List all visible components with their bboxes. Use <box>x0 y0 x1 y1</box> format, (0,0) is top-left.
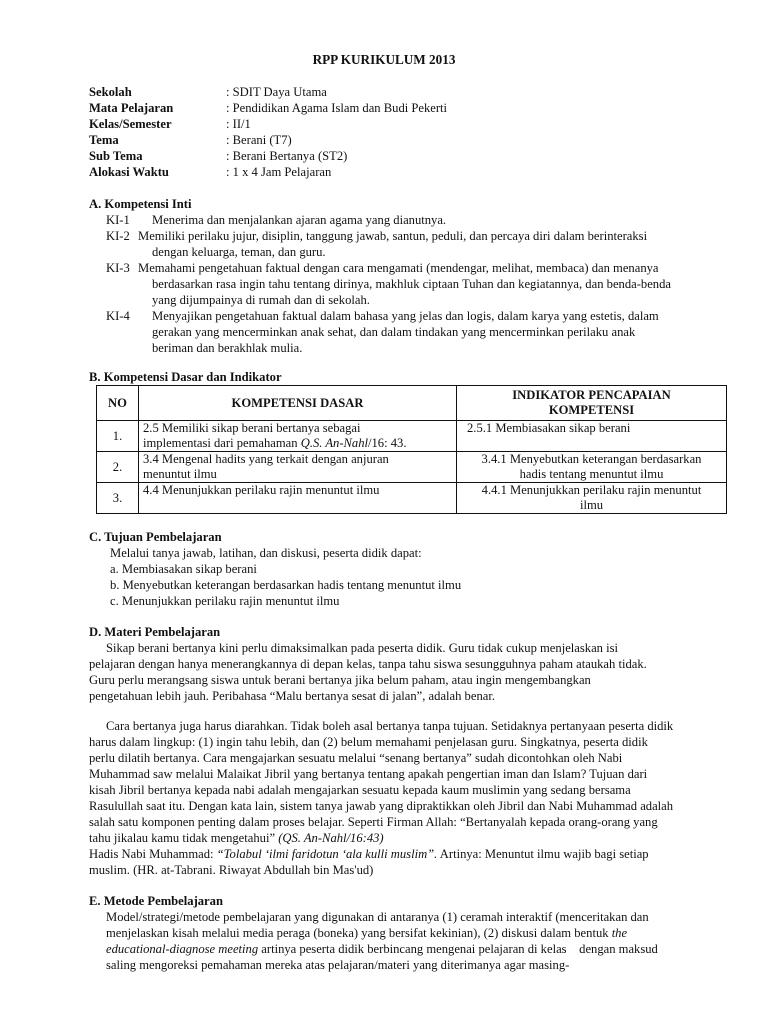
indikator-line: 4.4.1 Menunjukkan perilaku rajin menuntut <box>481 483 702 497</box>
meta-value-mata-pelajaran: : Pendidikan Agama Islam dan Budi Pekerti <box>226 101 448 115</box>
quran-reference: (QS. An-Nahl/16:43) <box>278 831 384 845</box>
ki3-line1: Memahami pengetahuan faktual dengan cara mengamati (mendengar, melihat, membaca) dan menanya <box>138 261 659 275</box>
meta-label-alokasi-waktu: Alokasi Waktu <box>89 165 169 179</box>
header-no: NO <box>97 386 139 421</box>
section-e-heading: E. Metode Pembelajaran <box>89 894 223 908</box>
ki4-line3: beriman dan berakhlak mulia. <box>152 341 303 355</box>
materi-p1-line: Sikap berani bertanya kini perlu dimaksimalkan pada peserta didik. Guru tidak cukup menjelaskan isi <box>106 641 619 655</box>
indikator-cell <box>457 483 727 514</box>
meta-label-tema: Tema <box>89 133 119 147</box>
materi-p2-line: kisah Jibril bertanya kepada nabi adalah mengajarkan sesuatu kepada kaum muslimin yang sedang bersama <box>89 783 631 797</box>
kd-text: implementasi dari pemahaman <box>143 436 301 450</box>
table-row <box>97 421 727 452</box>
indikator-cell <box>457 452 727 483</box>
hadis-line: muslim. (HR. at-Tabrani. Riwayat Abdullah bin Mas'ud) <box>89 863 374 877</box>
ki2-line1: Memiliki perilaku jujur, disiplin, tanggung jawab, santun, peduli, dan percaya diri dalam berinteraksi <box>138 229 648 243</box>
kd-cell <box>139 421 457 452</box>
kd-cell <box>139 452 457 483</box>
materi-p1-line: Guru perlu merangsang siswa untuk berani bertanya jika belum paham, atau ingin mengembangkan <box>89 673 591 687</box>
objective-item: a. Membiasakan sikap berani <box>110 562 257 576</box>
materi-p2-line: perlu dilatih bertanya. Cara mengajarkan sesuatu melalui “senang bertanya” sudah dicontohkan oleh Nabi <box>89 751 623 765</box>
materi-p1-line: pelajaran dengan hanya menerangkannya di depan kelas, tanpa tahu siswa sesungguhnya paham ataukah tidak. <box>89 657 647 671</box>
row-number: 2. <box>97 452 139 483</box>
indikator-cell <box>457 421 727 452</box>
ki3-code: KI-3 <box>106 261 130 275</box>
meta-value-kelas-semester: : II/1 <box>226 117 251 131</box>
materi-p1-line: pengetahuan lebih jauh. Peribahasa “Malu bertanya sesat di jalan”, adalah benar. <box>89 689 495 703</box>
metode-line: Model/strategi/metode pembelajaran yang digunakan di antaranya (1) ceramah interaktif (menceritakan dan <box>106 910 649 924</box>
objective-item: b. Menyebutkan keterangan berdasarkan hadis tentang menuntut ilmu <box>110 578 462 592</box>
kd-line: 2.5 Memiliki sikap berani bertanya sebagai <box>143 421 361 435</box>
materi-p2-line: harus dalam lingkup: (1) ingin tahu lebih, dan (2) belum memahami penjelasan guru. Singkatnya, peserta didik <box>89 735 648 749</box>
kd-line: 4.4 Menunjukkan perilaku rajin menuntut ilmu <box>143 483 380 497</box>
kd-line <box>143 436 452 451</box>
ki4-line1: Menyajikan pengetahuan faktual dalam bahasa yang jelas dan logis, dalam karya yang estetis, dalam <box>152 309 659 323</box>
section-a-heading: A. Kompetensi Inti <box>89 197 192 211</box>
row-number: 3. <box>97 483 139 514</box>
table-row <box>97 483 727 514</box>
header-indikator <box>457 386 727 421</box>
kd-text: /16: 43. <box>368 436 407 450</box>
kd-line: 3.4 Mengenal hadits yang terkait dengan anjuran <box>143 452 389 466</box>
metode-line <box>106 925 627 941</box>
header-indikator-line2: KOMPETENSI <box>548 403 635 417</box>
section-b-heading: B. Kompetensi Dasar dan Indikator <box>89 370 282 384</box>
row-number: 1. <box>97 421 139 452</box>
metode-term: educational-diagnose meeting <box>106 942 259 956</box>
header-indikator-line1: INDIKATOR PENCAPAIAN <box>512 388 671 402</box>
hadis-quote: “Tolabul ‘ilmi faridotun ‘ala kulli muslim”. <box>216 847 438 861</box>
meta-value-sub-tema: : Berani Bertanya (ST2) <box>226 149 348 163</box>
metode-text: artinya peserta didik berbincang mengenai pelajaran di kelas dengan maksud <box>258 942 658 956</box>
ki2-code: KI-2 <box>106 229 130 243</box>
ki2-line2: dengan keluarga, teman, dan guru. <box>152 245 326 259</box>
ki1-text: Menerima dan menjalankan ajaran agama yang dianutnya. <box>152 213 447 227</box>
hadis-meaning: Artinya: Menuntut ilmu wajib bagi setiap <box>437 847 649 861</box>
section-c-heading: C. Tujuan Pembelajaran <box>89 530 222 544</box>
materi-p2-line: Cara bertanya juga harus diarahkan. Tidak boleh asal bertanya tanpa tujuan. Setidaknya pertanyaan peserta didik <box>106 719 674 733</box>
materi-p2-line: salah satu komponen penting dalam proses belajar. Seperti Firman Allah: “Bertanyalah kepada orang-orang yang <box>89 815 658 829</box>
meta-label-sekolah: Sekolah <box>89 85 132 99</box>
materi-p2-line: Rasulullah saat itu. Dengan kata lain, sistem tanya jawab yang dipraktikkan oleh Jibril dan Nabi Muhammad adalah <box>89 799 674 813</box>
objective-item: c. Menunjukkan perilaku rajin menuntut ilmu <box>110 594 340 608</box>
meta-value-tema: : Berani (T7) <box>226 133 292 147</box>
meta-label-sub-tema: Sub Tema <box>89 149 143 163</box>
ki1-code: KI-1 <box>106 213 130 227</box>
indikator-line: hadis tentang menuntut ilmu <box>519 467 664 481</box>
section-d-heading: D. Materi Pembelajaran <box>89 625 221 639</box>
document-title: RPP KURIKULUM 2013 <box>312 52 456 67</box>
kd-reference: Q.S. An-Nahl <box>300 436 369 450</box>
meta-label-mata-pelajaran: Mata Pelajaran <box>89 101 174 115</box>
ki4-code: KI-4 <box>106 309 130 323</box>
table-header-row <box>97 386 727 421</box>
ki3-line3: yang dijumpainya di rumah dan di sekolah. <box>152 293 370 307</box>
indikator-line: 3.4.1 Menyebutkan keterangan berdasarkan <box>481 452 702 466</box>
metode-line <box>106 941 658 957</box>
metode-text: menjelaskan kisah melalui media peraga (boneka) yang bersifat kekinian), (2) diskusi dalam bentuk <box>106 926 612 940</box>
objective-intro: Melalui tanya jawab, latihan, dan diskusi, peserta didik dapat: <box>110 546 422 560</box>
materi-p2-line: Muhammad saw melalui Malaikat Jibril yang bertanya tentang apakah pengertian iman dan Islam? Tujuan dari <box>89 767 648 781</box>
hadis-line <box>89 846 649 862</box>
indikator-line: ilmu <box>579 498 604 512</box>
meta-value-sekolah: : SDIT Daya Utama <box>226 85 327 99</box>
kd-cell <box>139 483 457 514</box>
hadis-label: Hadis Nabi Muhammad: <box>89 847 217 861</box>
materi-text: tahu jikalau kamu tidak mengetahui” <box>89 831 279 845</box>
indikator-line: 2.5.1 Membiasakan sikap berani <box>467 421 631 435</box>
header-kompetensi-dasar: KOMPETENSI DASAR <box>139 386 457 421</box>
competency-table <box>96 385 727 514</box>
table-row <box>97 452 727 483</box>
materi-p2-line <box>89 830 384 846</box>
metode-line: saling mengoreksi pemahaman mereka atas pelajaran/materi yang diterimanya agar masing- <box>106 958 570 972</box>
meta-value-alokasi-waktu: : 1 x 4 Jam Pelajaran <box>226 165 332 179</box>
metode-italic: the <box>611 926 628 940</box>
kd-line: menuntut ilmu <box>143 467 217 481</box>
meta-label-kelas-semester: Kelas/Semester <box>89 117 172 131</box>
ki3-line2: berdasarkan rasa ingin tahu tentang dirinya, makhluk ciptaan Tuhan dan kegiatannya, dan benda-benda <box>152 277 671 291</box>
ki4-line2: gerakan yang mencerminkan anak sehat, dan dalam tindakan yang mencerminkan perilaku anak <box>152 325 636 339</box>
